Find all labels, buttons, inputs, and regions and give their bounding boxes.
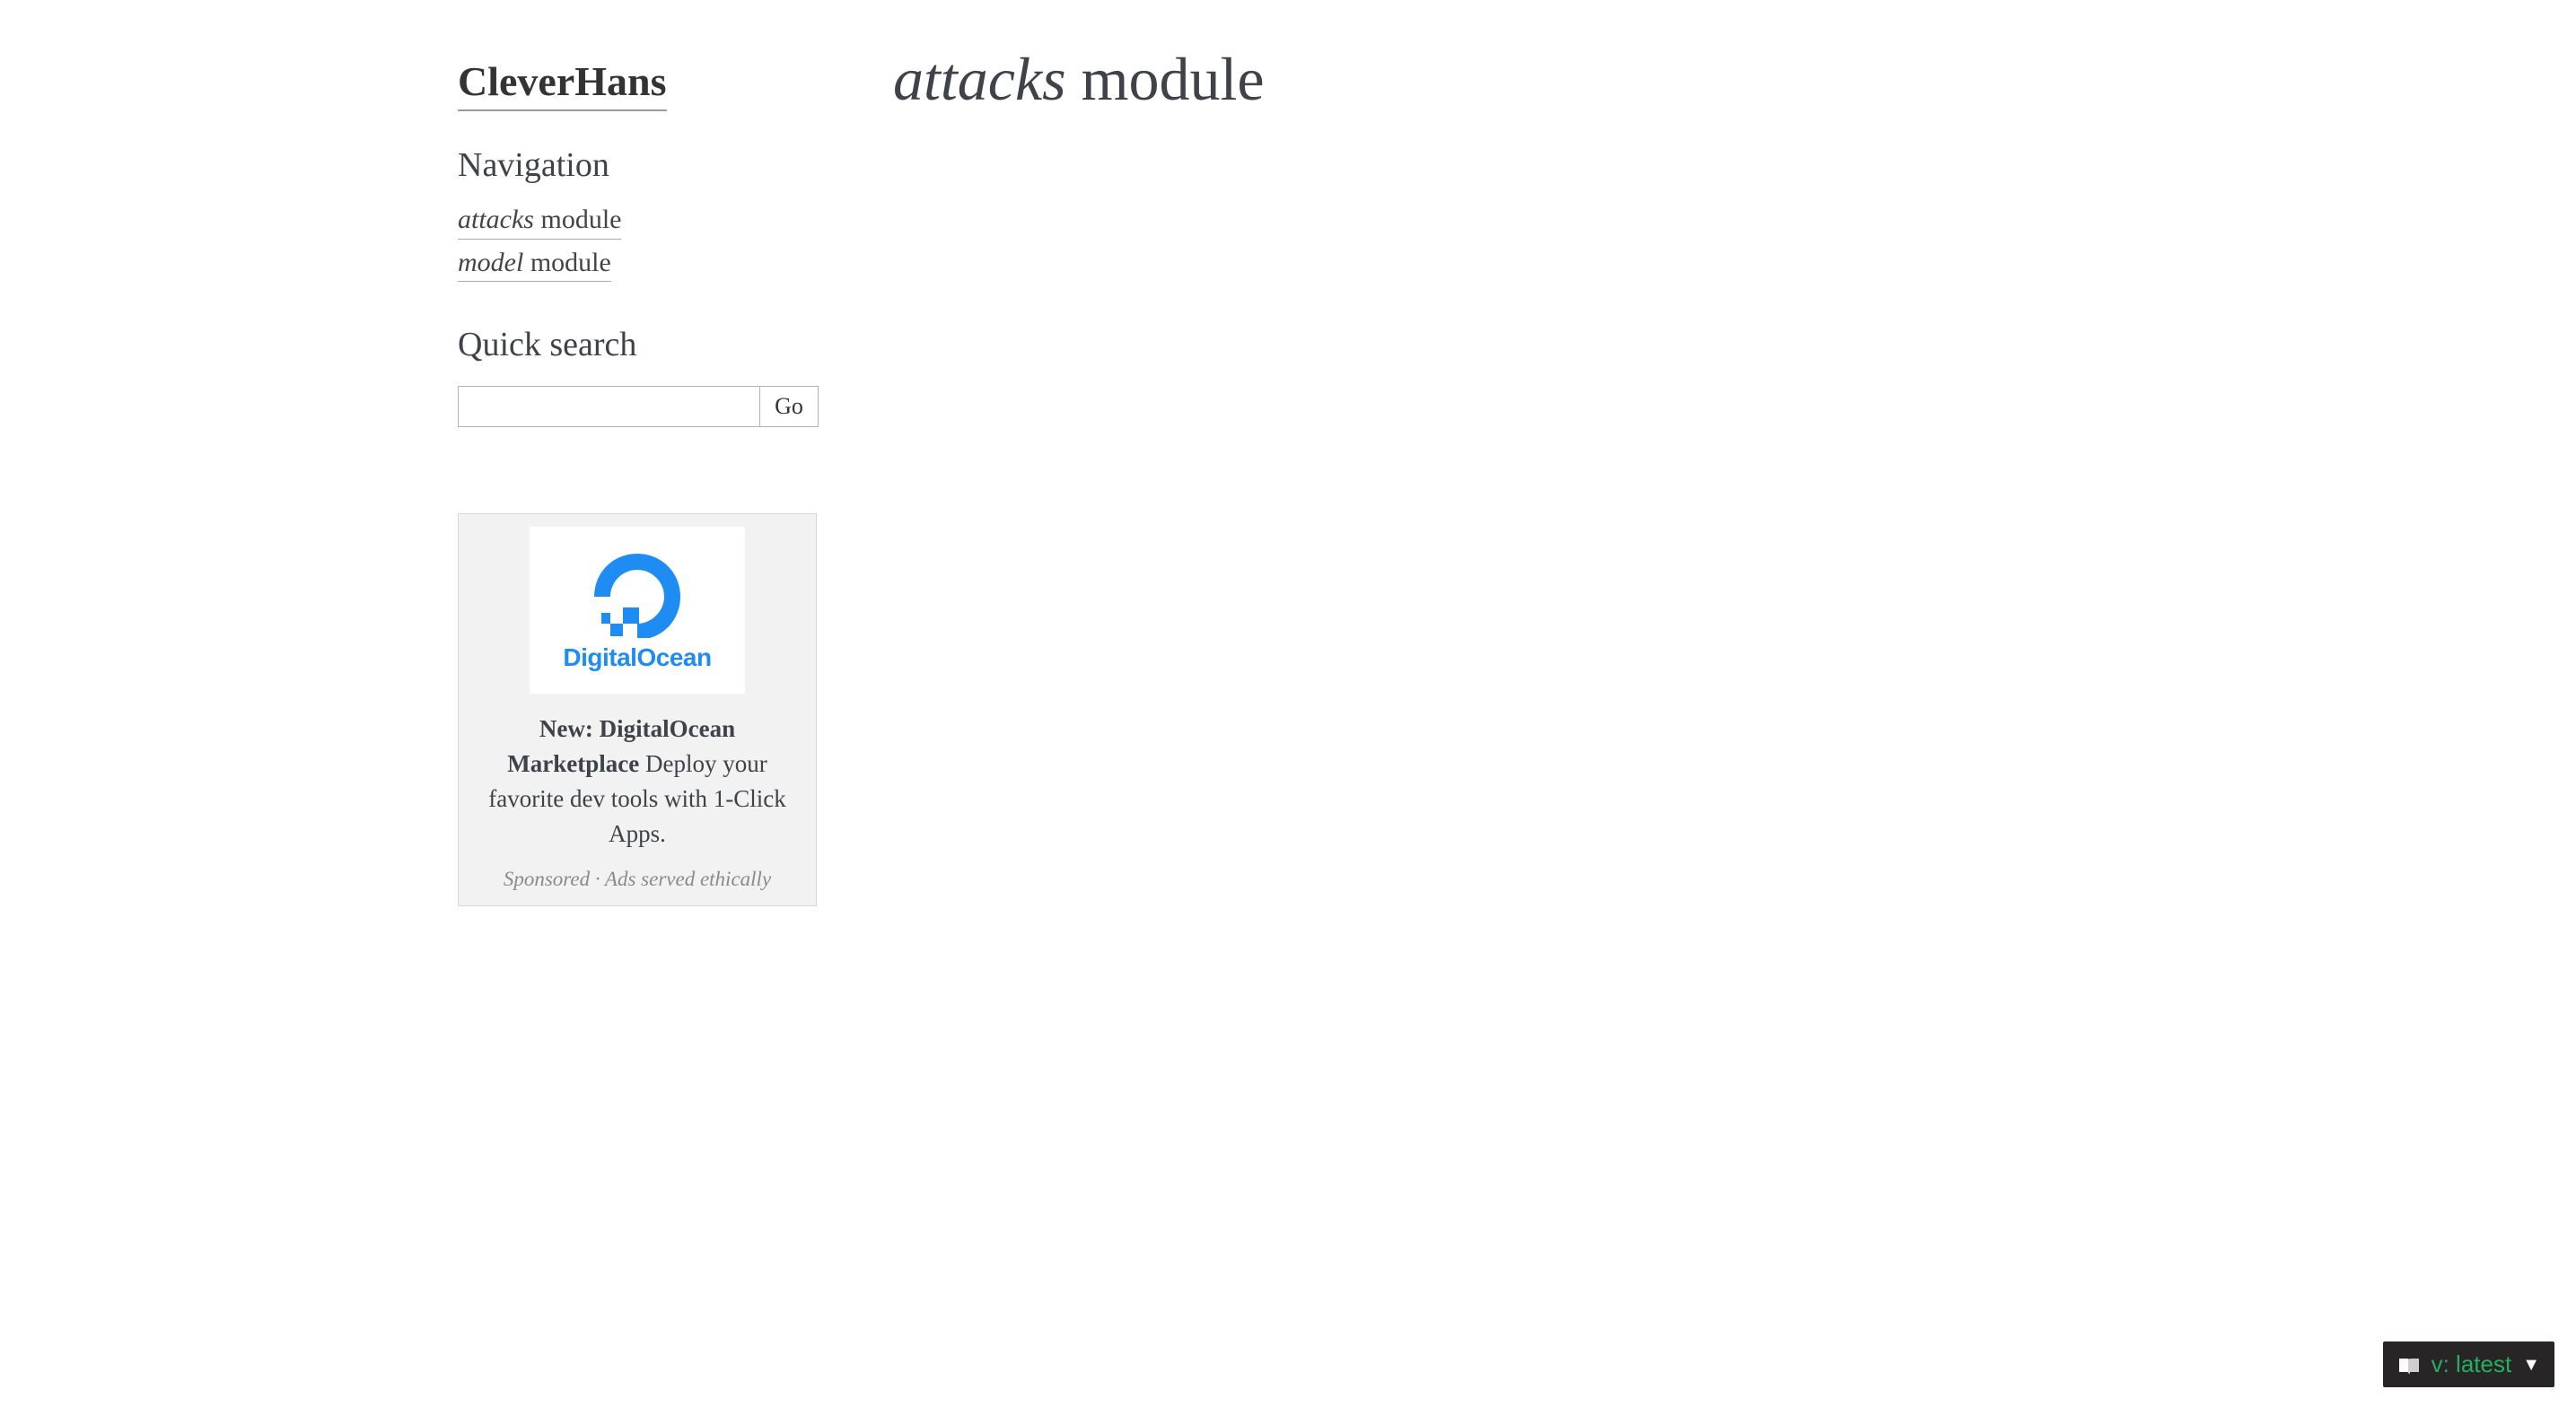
quick-search-heading: Quick search <box>458 326 637 364</box>
ad-body: Deploy your favorite dev tools with 1-Click Apps. <box>488 749 786 848</box>
list-item <box>458 245 826 283</box>
navigation-list <box>458 202 826 282</box>
ad-headline: New: DigitalOcean Marketplace <box>507 714 736 777</box>
page-title <box>893 43 2239 117</box>
sidebar-item-attacks-module[interactable] <box>458 202 621 240</box>
digitalocean-logo-icon <box>583 548 691 638</box>
sidebar <box>458 0 826 906</box>
nav-item-emphasis: attacks <box>458 205 534 235</box>
search-go-button[interactable] <box>759 386 819 427</box>
search-input[interactable] <box>458 386 759 427</box>
book-icon <box>2397 1355 2421 1375</box>
ad-body-text <box>473 712 802 852</box>
ad-image <box>530 527 745 694</box>
rtd-version-flyout[interactable] <box>2383 1341 2554 1387</box>
ad-brand-text: DigitalOcean <box>563 642 712 671</box>
chevron-down-icon: ▼ <box>2522 1354 2540 1375</box>
list-item <box>458 202 826 240</box>
sidebar-item-model-module[interactable] <box>458 245 611 283</box>
quick-search-form <box>458 386 819 427</box>
nav-item-rest: module <box>533 205 622 235</box>
sponsored-ad-card[interactable] <box>458 513 817 907</box>
nav-item-emphasis: model <box>458 247 524 277</box>
page-title-rest: module <box>1065 45 1265 113</box>
site-brand-link[interactable]: CleverHans <box>458 56 667 111</box>
page-title-emphasis: attacks <box>893 45 1066 113</box>
ad-footer: Sponsored · Ads served ethically <box>503 868 772 891</box>
navigation-heading: Navigation <box>458 145 609 184</box>
rtd-version-label: v: latest <box>2431 1350 2512 1377</box>
nav-item-rest: module <box>523 247 611 277</box>
main-content <box>893 0 2239 117</box>
